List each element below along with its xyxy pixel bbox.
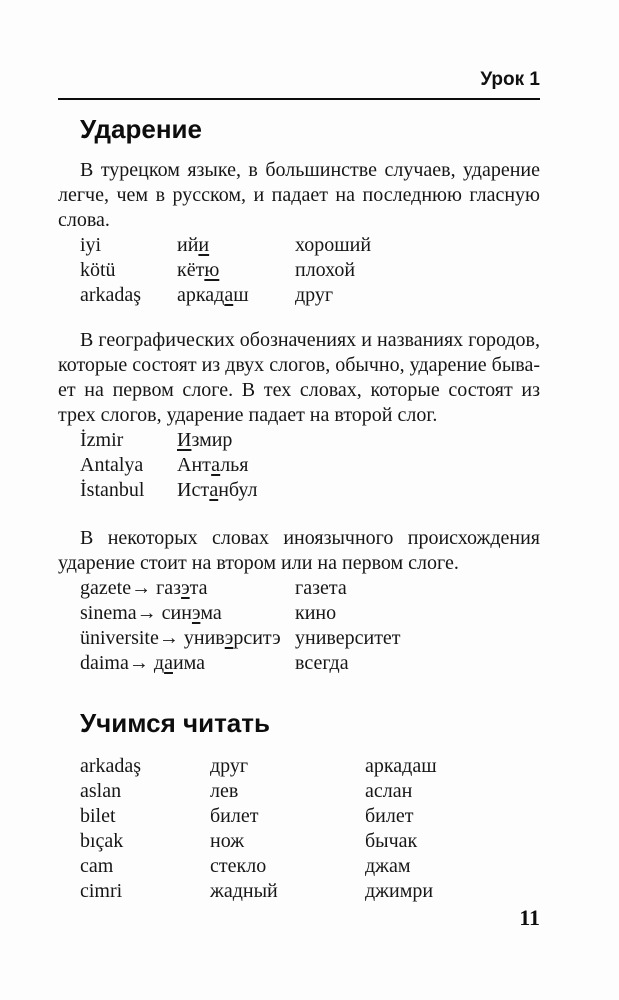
transcription (177, 478, 540, 503)
transcription-post: ш (233, 284, 249, 306)
turkish-word: kötü (80, 259, 116, 281)
russian-translation: всегда (295, 652, 349, 674)
turkish-word: arkadaş (80, 755, 142, 777)
transcription: аркадаш (365, 755, 437, 777)
stress-letter: а (164, 652, 173, 674)
transcription-pre: унив (183, 627, 225, 649)
turkish-word-with-arrow (80, 601, 295, 626)
example-row (80, 478, 540, 503)
stress-letter: ю (204, 259, 220, 281)
russian-translation: университет (295, 627, 401, 649)
transcription-post: нбул (218, 479, 258, 501)
transcription (177, 453, 540, 478)
word-row (80, 879, 540, 904)
transcription-post: лья (220, 454, 249, 476)
turkish-word: aslan (80, 780, 122, 802)
example-row (80, 258, 540, 283)
transcription-post: змир (191, 429, 233, 451)
russian-translation: кино (295, 602, 337, 624)
russian-translation: билет (210, 805, 259, 827)
transcription: бычак (365, 830, 418, 852)
turkish-word: gazete→ (80, 577, 157, 599)
russian-translation: плохой (295, 259, 356, 281)
example-row (80, 626, 540, 651)
example-row (80, 283, 540, 308)
word-row (80, 829, 540, 854)
examples-basic-table (80, 233, 540, 308)
page-number: 11 (519, 905, 540, 930)
example-row (80, 651, 540, 676)
stress-letter: и (198, 234, 210, 256)
transcription-pre: Ант (177, 454, 212, 476)
turkish-word: bıçak (80, 830, 124, 852)
example-row (80, 601, 540, 626)
transcription: билет (365, 805, 414, 827)
transcription (177, 258, 295, 283)
word-row (80, 754, 540, 779)
examples-cities-table (80, 428, 540, 503)
transcription-pre: газ (156, 577, 182, 599)
russian-translation: нож (210, 830, 245, 852)
stress-letter: И (177, 429, 192, 451)
russian-translation: газета (295, 577, 347, 599)
turkish-word: arkadaş (80, 284, 142, 306)
paragraph-stress-cities: В географических обозначениях и названиях городов, которые состоят из двух слогов, обычно, ударение бывает на первом слоге. В тех словах, которые состоят из трех слогов, ударение падает на второй слог. (58, 329, 540, 426)
reading-words-table (80, 754, 540, 904)
turkish-word-with-arrow (80, 626, 295, 651)
transcription-pre: кёт (177, 259, 205, 281)
examples-foreign-table (80, 576, 540, 676)
turkish-word: iyi (80, 234, 102, 256)
transcription (177, 283, 295, 308)
word-row (80, 779, 540, 804)
turkish-word: cam (80, 855, 114, 877)
transcription-pre: син (161, 602, 192, 624)
turkish-word-with-arrow (80, 651, 295, 676)
russian-translation: стекло (210, 855, 267, 877)
turkish-word-with-arrow (80, 576, 295, 601)
transcription-pre: Ист (177, 479, 210, 501)
turkish-word: Antalya (80, 454, 144, 476)
transcription: джам (365, 855, 411, 877)
transcription-pre: аркад (177, 284, 225, 306)
turkish-word: üniversite→ (80, 627, 184, 649)
turkish-word: sinema→ (80, 602, 162, 624)
example-row (80, 428, 540, 453)
stress-letter: э (191, 602, 201, 624)
transcription-post: ма (200, 602, 222, 624)
example-row (80, 576, 540, 601)
transcription: аслан (365, 780, 413, 802)
turkish-word: bilet (80, 805, 116, 827)
stress-letter: а (209, 479, 219, 501)
transcription (177, 233, 295, 258)
section-title-stress: Ударение (80, 114, 202, 144)
section-title-reading: Учимся читать (80, 708, 270, 738)
turkish-word: daima→ (80, 652, 154, 674)
word-row (80, 804, 540, 829)
turkish-word: İzmir (80, 429, 124, 451)
transcription-pre: ий (177, 234, 199, 256)
stress-letter: а (224, 284, 234, 306)
stress-letter: э (181, 577, 190, 599)
header-rule (58, 98, 540, 100)
turkish-word: İstanbul (80, 479, 145, 501)
stress-letter: а (211, 454, 221, 476)
example-row (80, 453, 540, 478)
lesson-label: Урок 1 (480, 69, 540, 90)
transcription (177, 428, 540, 453)
word-row (80, 854, 540, 879)
transcription-post: рситэ (233, 627, 281, 649)
paragraph-stress-intro: В турецком языке, в большинстве случаев, ударение легче, чем в русском, и падает на последнюю гласную слова. (58, 159, 540, 231)
transcription: джимри (365, 880, 434, 902)
russian-translation: хороший (295, 234, 372, 256)
transcription-post: има (172, 652, 206, 674)
transcription-post: та (189, 577, 208, 599)
russian-translation: жадный (210, 880, 278, 902)
russian-translation: лев (210, 780, 239, 802)
stress-letter: э (224, 627, 234, 649)
transcription-pre: д (153, 652, 165, 674)
russian-translation: друг (210, 755, 249, 777)
turkish-word: cimri (80, 880, 123, 902)
paragraph-stress-foreign: В некоторых словах иноязычного происхождения ударение стоит на втором или на первом слоге. (58, 527, 540, 574)
example-row (80, 233, 540, 258)
russian-translation: друг (295, 284, 334, 306)
